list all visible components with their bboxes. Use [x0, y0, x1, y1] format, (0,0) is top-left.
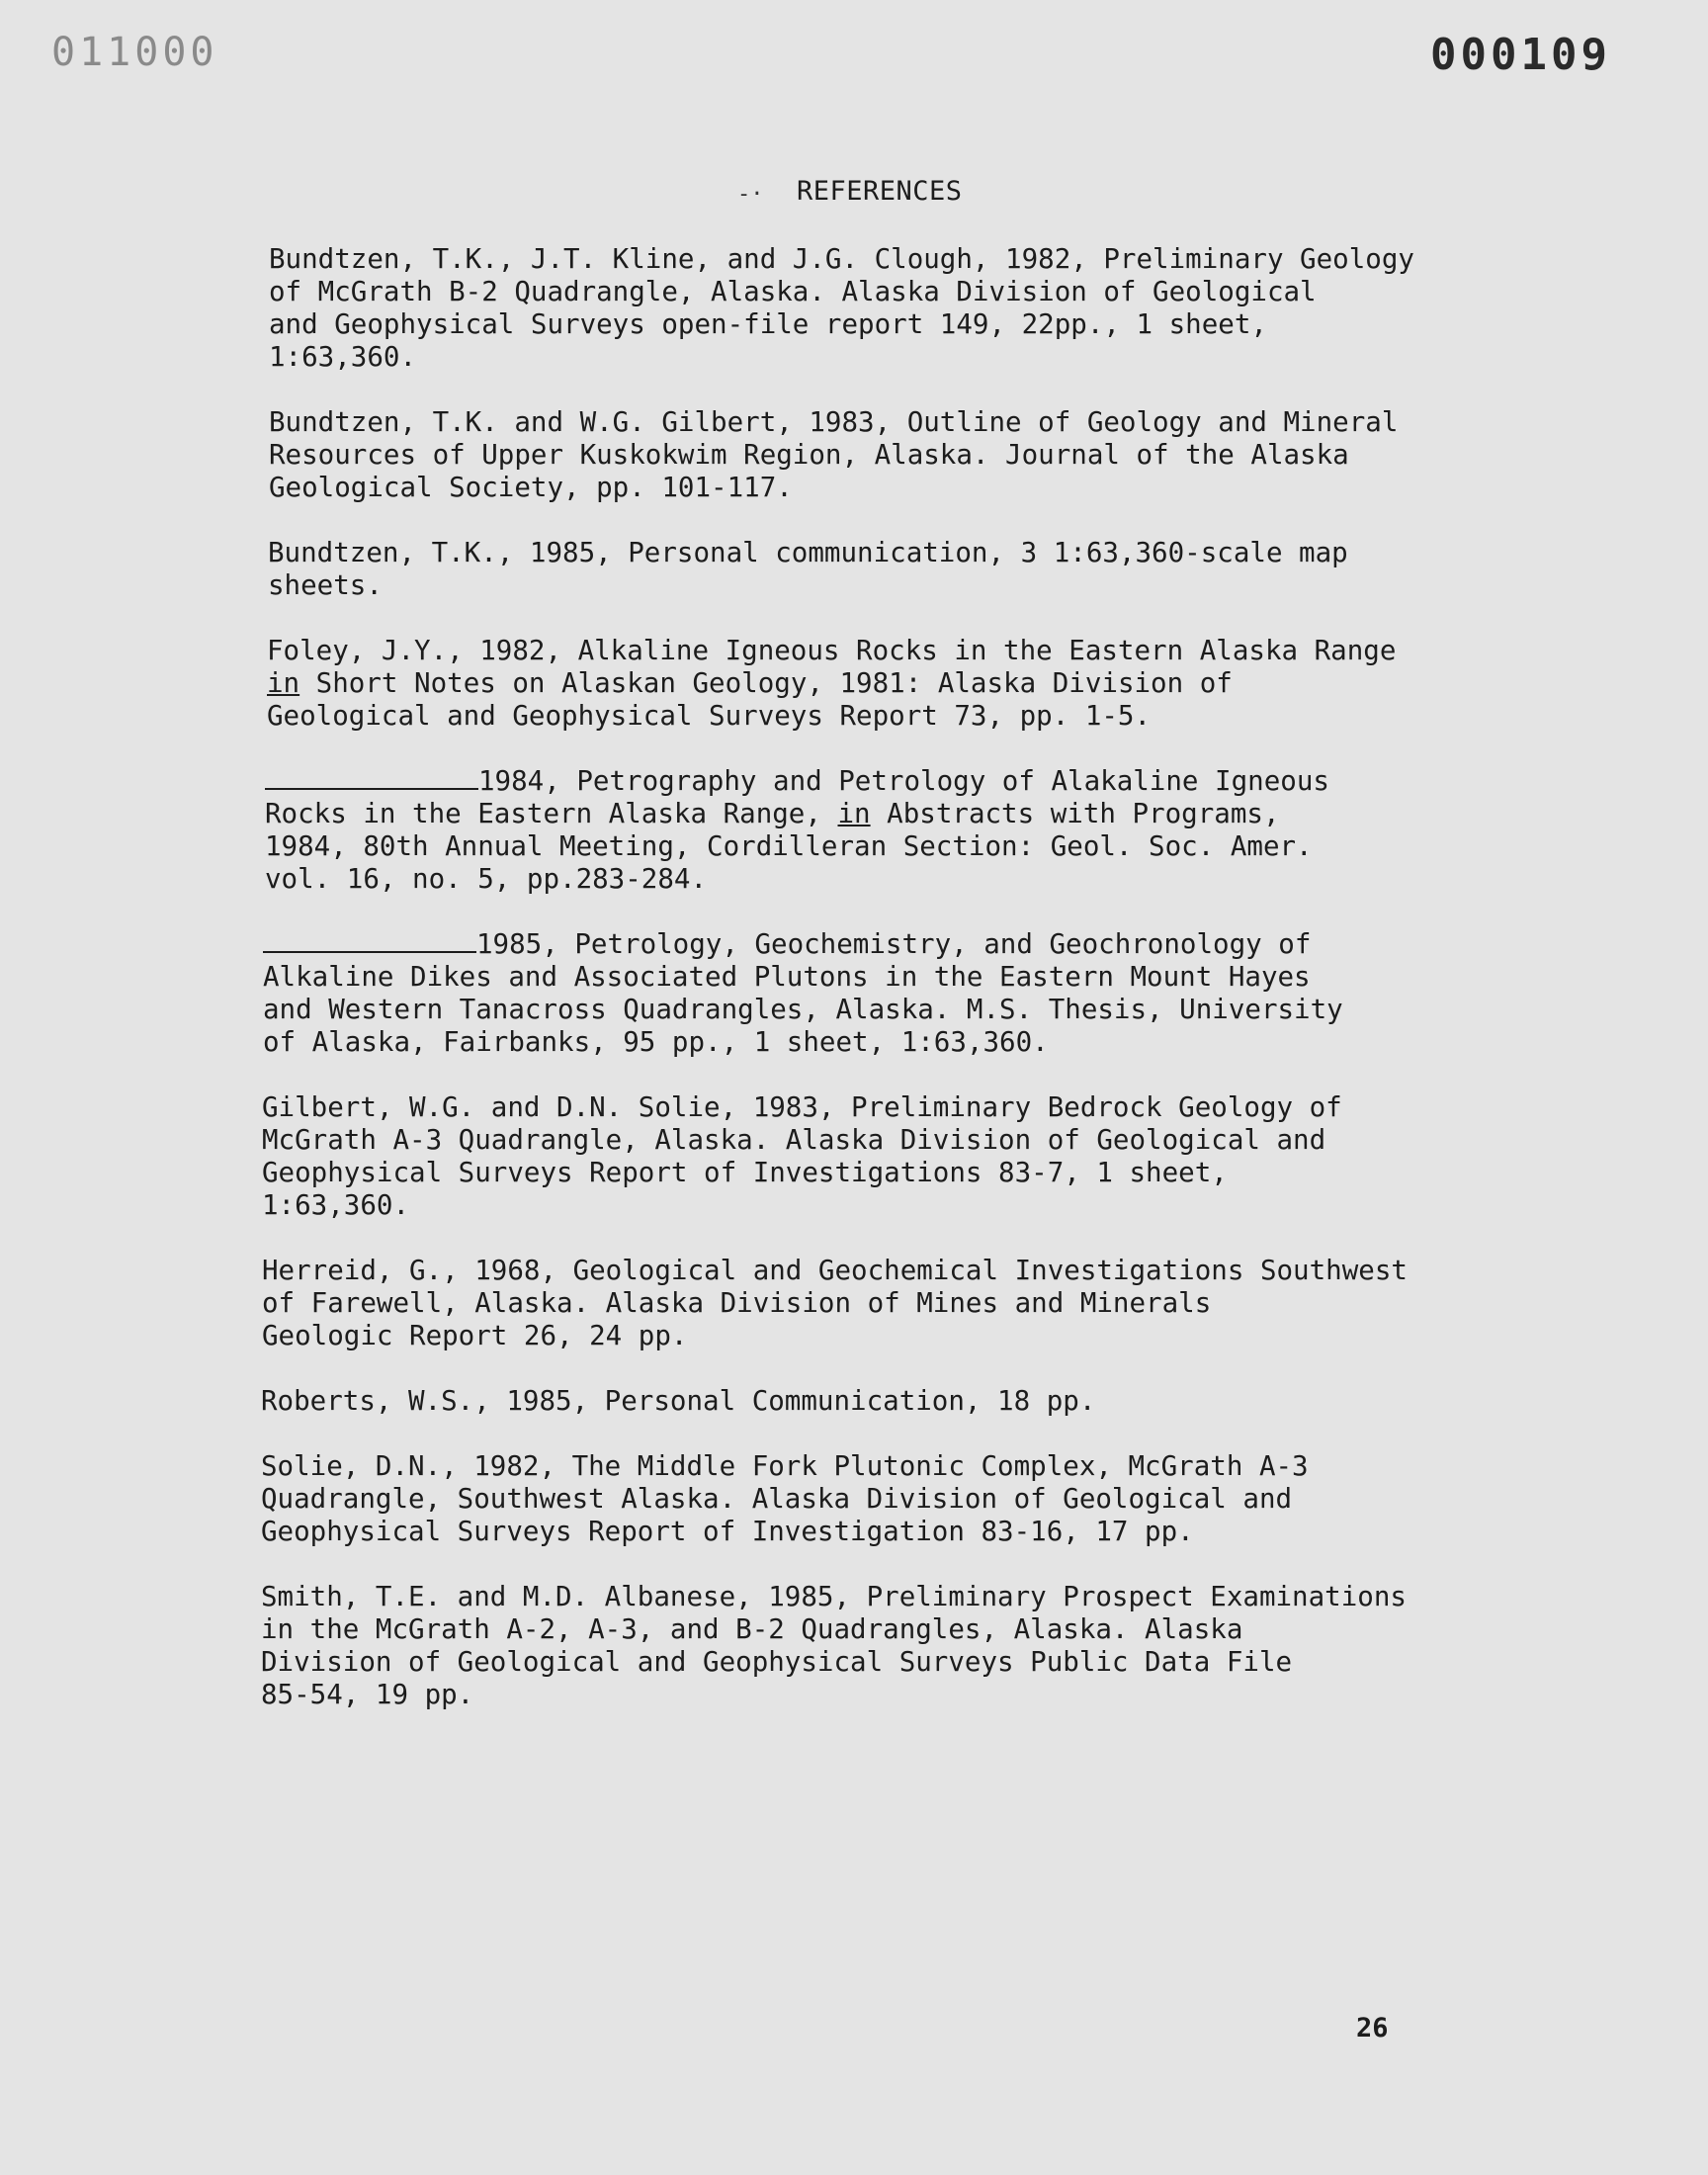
reference-entry	[263, 928, 1459, 1059]
reference-line: Gilbert, W.G. and D.N. Solie, 1983, Preliminary Bedrock Geology of	[262, 1091, 1342, 1123]
reference-line: Herreid, G., 1968, Geological and Geochemical Investigations Southwest	[262, 1255, 1408, 1286]
reference-line: McGrath A-3 Quadrangle, Alaska. Alaska Division of Geological and	[262, 1124, 1326, 1156]
reference-line: Quadrangle, Southwest Alaska. Alaska Division of Geological and	[261, 1483, 1293, 1515]
references-heading: REFERENCES	[797, 176, 963, 207]
reference-in-underlined: in	[837, 798, 871, 829]
reference-line: Solie, D.N., 1982, The Middle Fork Plutonic Complex, McGrath A-3	[261, 1450, 1309, 1482]
reference-line: 1:63,360.	[262, 1189, 410, 1221]
reference-line: Geologic Report 26, 24 pp.	[262, 1320, 688, 1351]
reference-line: vol. 16, no. 5, pp.283-284.	[265, 863, 708, 895]
reference-line: 85-54, 19 pp.	[261, 1679, 474, 1710]
reference-line: Geological and Geophysical Surveys Report 73, pp. 1-5.	[267, 700, 1152, 732]
reference-line: Bundtzen, T.K. and W.G. Gilbert, 1983, Outline of Geology and Mineral	[269, 406, 1399, 438]
reference-line: Geological Society, pp. 101-117.	[269, 472, 793, 503]
reference-line-text: 1984, Petrography and Petrology of Alakaline Igneous	[478, 765, 1329, 797]
reference-line: Bundtzen, T.K., 1985, Personal communication, 3 1:63,360-scale map	[268, 537, 1348, 568]
reference-line: of McGrath B-2 Quadrangle, Alaska. Alaska Division of Geological	[269, 276, 1317, 307]
reference-entry	[269, 243, 1459, 374]
reference-entry	[262, 1091, 1459, 1222]
reference-line: and Western Tanacross Quadrangles, Alaska. M.S. Thesis, University	[263, 994, 1343, 1025]
reference-line: Alkaline Dikes and Associated Plutons in the Eastern Mount Hayes	[263, 961, 1311, 993]
left-stamp-number: 011000	[51, 30, 218, 75]
reference-line: Bundtzen, T.K., J.T. Kline, and J.G. Clough, 1982, Preliminary Geology	[269, 243, 1414, 275]
page-number: 26	[1356, 2013, 1389, 2044]
reference-line	[328, 928, 1459, 961]
reference-line	[267, 667, 1459, 700]
ditto-rule	[263, 931, 476, 953]
reference-entry	[262, 1255, 1459, 1352]
reference-line	[265, 798, 1459, 830]
reference-line: Geophysical Surveys Report of Investigation 83-16, 17 pp.	[261, 1516, 1194, 1547]
reference-line: 1:63,360.	[269, 341, 417, 373]
reference-line: Resources of Upper Kuskokwim Region, Alaska. Journal of the Alaska	[269, 439, 1349, 471]
reference-entry	[261, 1450, 1459, 1548]
reference-in-underlined: in	[267, 667, 300, 699]
reference-line-text: 1985, Petrology, Geochemistry, and Geochronology of	[476, 928, 1312, 960]
reference-line: of Alaska, Fairbanks, 95 pp., 1 sheet, 1:63,360.	[263, 1026, 1049, 1058]
reference-entry	[267, 635, 1459, 733]
reference-line: Division of Geological and Geophysical Surveys Public Data File	[261, 1646, 1293, 1678]
right-stamp-number: 000109	[1430, 30, 1611, 80]
reference-line-rest: Short Notes on Alaskan Geology, 1981: Alaska Division of	[299, 667, 1233, 699]
reference-entry	[265, 765, 1459, 896]
reference-entry	[261, 1385, 1459, 1418]
reference-line: of Farewell, Alaska. Alaska Division of Mines and Minerals	[262, 1287, 1212, 1319]
reference-line: Smith, T.E. and M.D. Albanese, 1985, Preliminary Prospect Examinations	[261, 1581, 1407, 1612]
reference-line: Foley, J.Y., 1982, Alkaline Igneous Rocks in the Eastern Alaska Range	[267, 635, 1397, 666]
reference-line: and Geophysical Surveys open-file report 149, 22pp., 1 sheet,	[269, 308, 1267, 340]
reference-line: Geophysical Surveys Report of Investigations 83-7, 1 sheet,	[262, 1157, 1228, 1188]
reference-entry	[268, 537, 1459, 602]
reference-line: sheets.	[268, 569, 383, 601]
reference-line: in the McGrath A-2, A-3, and B-2 Quadrangles, Alaska. Alaska	[261, 1613, 1243, 1645]
ditto-rule	[265, 768, 478, 790]
reference-line	[330, 765, 1459, 798]
reference-line-text: Abstracts with Programs,	[870, 798, 1280, 829]
heading-mark: -·	[737, 182, 764, 207]
reference-line: 1984, 80th Annual Meeting, Cordilleran Section: Geol. Soc. Amer.	[265, 830, 1313, 862]
reference-line: Roberts, W.S., 1985, Personal Communication, 18 pp.	[261, 1385, 1096, 1417]
reference-entry	[269, 406, 1459, 504]
reference-line-text: Rocks in the Eastern Alaska Range,	[265, 798, 838, 829]
reference-entry	[261, 1581, 1459, 1711]
references-list	[263, 243, 1459, 1744]
